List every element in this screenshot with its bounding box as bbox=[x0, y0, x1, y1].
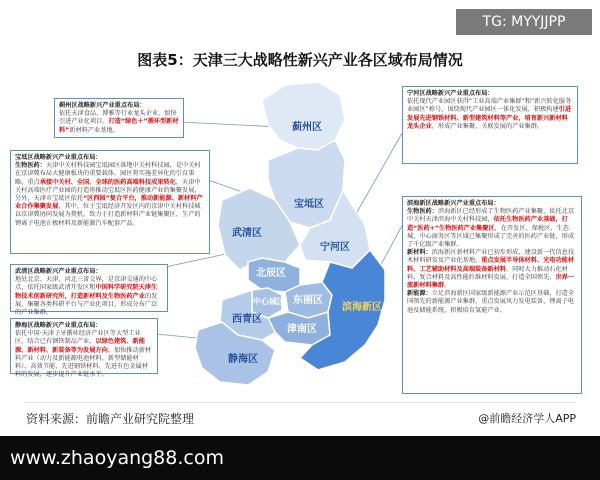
label-jizhou: 蓟州区 bbox=[292, 122, 322, 133]
box-text: 依托天津食品、博雅等行业龙头企业，加快引进产业化项目。 bbox=[59, 110, 177, 126]
box-subheading: 新能源： bbox=[407, 290, 432, 298]
box-heading: 武清区战略新兴产业重点布局： bbox=[15, 268, 102, 275]
info-box-baodi bbox=[10, 150, 210, 254]
box-text: 立足滨海新区国家级新能源产业示范区基础，打造全国领先的新能源产业集群，重点发展风力发电装备、锂离子电池及储能系统，积极培育氢能产业。 bbox=[407, 290, 575, 314]
box-text: 滨海新区新材料产业已初步形成，建设新一代信息技术材料研发及产业化基地， bbox=[407, 249, 575, 265]
box-highlight: 引进发展先进钢铁材料、新型建筑材料等产业，培育新兴新材料龙头企业 bbox=[407, 106, 572, 130]
label-wuqing: 武清区 bbox=[232, 228, 262, 239]
box-heading: 宝坻区战略新兴产业重点布局： bbox=[15, 154, 102, 161]
label-jinghai: 静海区 bbox=[228, 354, 258, 365]
box-subheading: 生物医药： bbox=[15, 162, 46, 170]
box-highlight: 依托生物医药产业基础，打造“医药+”生物医药产业集聚区 bbox=[407, 216, 568, 232]
label-central: 中心城区 bbox=[253, 297, 285, 306]
info-box-ninghe bbox=[402, 86, 578, 164]
label-jinnan: 津南区 bbox=[287, 324, 317, 335]
box-heading: 宁河区战略新兴产业重点布局： bbox=[407, 90, 494, 97]
box-highlight: 重点发展半导体材料、光电功能材料、工艺辅助材料及高端装备新材料 bbox=[407, 257, 575, 273]
box-highlight: 以绿色建筑、新能源、新材料、新装备等为发展方向 bbox=[15, 338, 145, 354]
info-box-wuqing bbox=[10, 264, 168, 317]
box-text: ，其中，位于宝坻经济开发区内的京津中关村科技城以京津冀协同发展为契机，致力于打造新材料产业链集聚区，生产的锂离子电池正极材料及新能源汽车配套产品。 bbox=[15, 203, 201, 227]
url-banner[interactable]: www.zhaoyang88.com bbox=[0, 436, 600, 480]
box-text: ，同时大力推动石化材料、复合材料及高性能纤维材料发展，打造全国领先、 bbox=[407, 265, 568, 281]
box-heading: 蓟州区战略新兴产业重点布局： bbox=[59, 102, 146, 109]
label-binhai: 滨海新区 bbox=[342, 302, 382, 313]
box-highlight: 中国科学研究院天津生物技术创新研究所，打造新材料及生物医药产业 bbox=[15, 284, 158, 300]
source-note: 资料来源：前瞻产业研究院整理 bbox=[26, 412, 195, 426]
box-text: ，形成产业集聚、关联发展的产业集群。 bbox=[431, 122, 544, 130]
box-text: 另外，天津市宝坻区依托 bbox=[15, 195, 84, 203]
box-highlight: “区西园”复合平台，推动新能源、新材料产业合作集聚发展 bbox=[15, 195, 203, 211]
watermark-tag: TG: MYYJJPP bbox=[456, 9, 592, 35]
box-text: 的发展，集聚各类科研平台与产业化项目，形成分布广泛的产业集群。 bbox=[15, 292, 158, 317]
label-xiqing: 西青区 bbox=[232, 314, 262, 325]
box-subheading: 新材料： bbox=[407, 249, 432, 257]
box-text: 滨海新区已经形成了生物医药产业集聚，依托北京中关村天津滨海中关村科技园， bbox=[407, 208, 575, 224]
district-jizhou bbox=[262, 82, 345, 150]
box-subheading: 生物医药： bbox=[407, 208, 438, 216]
box-text: 。 bbox=[444, 282, 451, 290]
info-box-binhai bbox=[402, 196, 582, 394]
footer-divider bbox=[24, 402, 576, 403]
box-heading: 滨海新区战略新兴产业重点布局： bbox=[407, 200, 500, 207]
box-text: ，天津中关村高端医疗产业园的打造将推动宝坻区医药健康产业的集聚发展， bbox=[15, 178, 201, 194]
app-credit: @前瞻经济学人APP bbox=[478, 412, 576, 425]
box-text: 依托中国·天津子牙循环经济产业区等大型工业区，结合已有钢铁制品产业， bbox=[15, 330, 141, 346]
box-text: 地处北京、天津、河北三省交界，是京津交通的中心点，依托国家级武清开发区和 bbox=[15, 276, 158, 292]
box-highlight: 世界一流新材料集群 bbox=[407, 273, 575, 290]
info-box-jinghai bbox=[10, 318, 158, 379]
box-highlight: 承接中关村、全国、全球的医药高端科技成果转化 bbox=[39, 178, 176, 186]
box-text: 天津中关村科技园宝坻园区落地中关村科技园，是中关村在京津冀布局大健康板块的重要载体，园区将实施差异化的引育策略，重点 bbox=[15, 162, 201, 186]
label-baodi: 宝坻区 bbox=[294, 199, 324, 210]
box-text: 依托现代产业园区获得“工业高端产业集群”和“新兴转化服务业园区”称号，围绕现代产业园区一体化发展，积极构建 bbox=[407, 98, 572, 114]
box-text: ，在开发区、保税区、生态城、中心商务区等区域已集聚形成了完善的医药产业链，形成了千亿级产业集群。 bbox=[407, 224, 575, 249]
box-text: ，加快推动新材料产业（动力及新能源电池材料、新型储能材料）、高效节能、先进钢铁材料、先进有色金属材料的发展，逐步提升产业链水平。 bbox=[15, 346, 152, 379]
info-box-jizhou bbox=[54, 98, 184, 138]
label-dongli: 东丽区 bbox=[293, 295, 323, 306]
label-ninghe: 宁河区 bbox=[320, 242, 350, 253]
label-beichen: 北辰区 bbox=[256, 268, 286, 279]
box-highlight: 打造“绿色＋”循环型新材料” bbox=[59, 118, 179, 134]
box-heading: 静海区战略新兴产业重点布局： bbox=[15, 322, 102, 329]
box-text: 新材料产业基地。 bbox=[69, 126, 119, 134]
page-title: 图表5：天津三大战略性新兴产业各区域布局情况 bbox=[137, 51, 463, 69]
